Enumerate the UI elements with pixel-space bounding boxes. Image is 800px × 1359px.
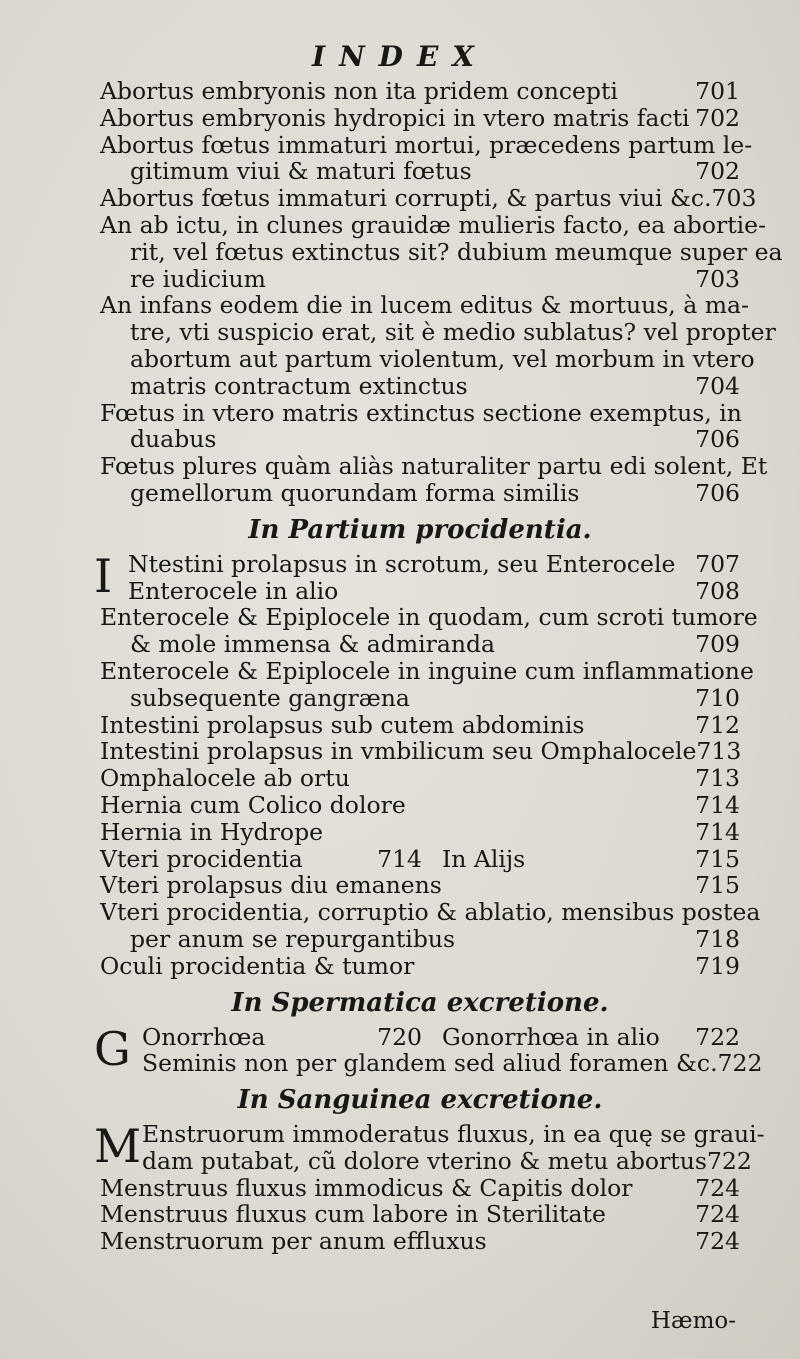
entry-page: 722 xyxy=(706,1146,752,1175)
entry-text: Abortus embryonis non ita pridem concepti xyxy=(100,77,618,105)
entry-text: Menstruus fluxus immodicus & Capitis dolor xyxy=(100,1173,633,1202)
entry-text: Enterocele in alio xyxy=(128,576,339,605)
entry-text: Oculi procidentia & tumor xyxy=(100,951,415,980)
entry-text: Enterocele & Epiplocele in quodam, cum scroti tumore xyxy=(100,603,758,632)
index-entry xyxy=(100,953,740,980)
entry-page: 707 xyxy=(695,549,740,578)
entry-page: 701 xyxy=(695,77,740,105)
index-entry xyxy=(100,130,753,159)
entry-text: Menstruus fluxus cum labore in Sterilitate xyxy=(100,1200,606,1229)
entry-text: re iudicium xyxy=(130,264,266,293)
index-entries xyxy=(94,77,783,1256)
entry-text: subsequente gangræna xyxy=(130,683,410,712)
entry-text: duabus xyxy=(130,425,217,454)
index-entry xyxy=(100,872,740,899)
entry-text: Abortus fœtus immaturi mortui, præcedens partum le- xyxy=(100,130,753,159)
index-entry xyxy=(100,1201,740,1228)
index-entry xyxy=(100,898,761,927)
entry-text: Menstruorum per anum effluxus xyxy=(100,1227,487,1256)
index-entry xyxy=(100,480,740,507)
index-entry xyxy=(100,426,740,453)
entry-text-secondary: Gonorrhœa in alio xyxy=(442,1022,660,1051)
section-heading: In Sanguinea excretione. xyxy=(237,1085,603,1116)
entry-page: 708 xyxy=(695,576,740,605)
drop-initial: I xyxy=(94,548,113,603)
entry-text: Fœtus plures quàm aliàs naturaliter partu edi solent, Et xyxy=(100,452,768,481)
index-entry xyxy=(100,266,740,293)
index-entry xyxy=(100,1228,740,1255)
catchword: Hæmo- xyxy=(650,1308,736,1334)
index-entry xyxy=(100,926,740,953)
index-entry xyxy=(100,578,740,605)
entry-text: Abortus embryonis hydropici in vtero matris facti xyxy=(100,103,690,132)
entry-text: per anum se repurgantibus xyxy=(130,924,456,953)
entry-text: Hernia cum Colico dolore xyxy=(100,790,406,819)
entry-text: An infans eodem die in lucem editus & mortuus, à ma- xyxy=(100,291,749,320)
entry-text: Intestini prolapsus in vmbilicum seu Omphalocele xyxy=(100,737,697,766)
entry-text: An ab ictu, in clunes grauidæ mulieris facto, ea abortie- xyxy=(100,210,767,239)
entry-page: 713 xyxy=(695,764,740,793)
index-entry xyxy=(100,712,740,739)
index-entry xyxy=(100,291,749,320)
entry-page: 714 xyxy=(695,790,740,819)
entry-text: Seminis non per glandem sed aliud foramen &c. xyxy=(142,1049,718,1078)
index-entry xyxy=(100,1049,763,1078)
index-entry xyxy=(100,184,757,213)
index-entry xyxy=(100,78,740,105)
entry-page: 709 xyxy=(695,630,740,659)
entry-text: Ntestini prolapsus in scrotum, seu Enterocele xyxy=(128,549,676,578)
entry-page: 714 xyxy=(377,844,422,873)
index-entry xyxy=(100,631,740,658)
entry-text: gemellorum quorundam forma similis xyxy=(130,478,580,507)
entry-page-secondary: 722 xyxy=(695,1022,740,1051)
entry-text: dam putabat, cũ dolore vterino & metu abortus xyxy=(142,1146,707,1175)
index-entry xyxy=(100,685,740,712)
entry-text-secondary: In Alijs xyxy=(442,844,526,873)
index-entry xyxy=(100,738,740,765)
section-heading: In Spermatica excretione. xyxy=(231,987,609,1018)
index-entry xyxy=(100,237,783,266)
entry-page-secondary: 715 xyxy=(695,844,740,873)
index-entry xyxy=(100,819,740,846)
entry-page: 702 xyxy=(695,157,740,186)
entry-page: 719 xyxy=(695,951,740,980)
entry-page: 715 xyxy=(695,871,740,900)
entry-page: 702 xyxy=(695,103,740,132)
index-entry xyxy=(100,1175,740,1202)
entry-page: 706 xyxy=(695,478,740,507)
entry-page: 724 xyxy=(695,1227,740,1256)
entry-text: & mole immensa & admiranda xyxy=(130,630,496,659)
entry-text: tre, vti suspicio erat, sit è medio sublatus? vel propter xyxy=(130,318,776,347)
index-entry xyxy=(100,1146,752,1175)
entry-text: Fœtus in vtero matris extinctus sectione exemptus, in xyxy=(100,398,742,427)
index-entry xyxy=(100,373,740,400)
index-entry xyxy=(100,452,768,481)
entry-page: 722 xyxy=(717,1049,763,1078)
entry-text: Abortus fœtus immaturi corrupti, & partus viui &c. xyxy=(100,184,712,213)
index-entry xyxy=(100,344,755,373)
entry-page: 714 xyxy=(695,817,740,846)
entry-page: 724 xyxy=(695,1200,740,1229)
entry-text: matris contractum extinctus xyxy=(130,371,468,400)
index-entry xyxy=(100,210,767,239)
drop-initial: G xyxy=(94,1021,131,1076)
entry-text: Omphalocele ab ortu xyxy=(100,764,350,793)
index-entry xyxy=(100,158,740,185)
index-entry xyxy=(100,846,740,873)
entry-text: abortum aut partum violentum, vel morbum in vtero xyxy=(130,344,755,373)
entry-text: Vteri prolapsus diu emanens xyxy=(100,871,442,900)
section-heading: In Partium procidentia. xyxy=(248,514,592,545)
index-entry xyxy=(100,318,776,347)
entry-page: 718 xyxy=(695,924,740,953)
entry-text: Enstruorum immoderatus fluxus, in ea quę se graui- xyxy=(142,1120,765,1149)
index-entry xyxy=(100,765,740,792)
index-entry xyxy=(100,656,754,685)
entry-text: gitimum viui & maturi fœtus xyxy=(130,157,472,186)
entry-text: Vteri procidentia, corruptio & ablatio, mensibus postea xyxy=(100,898,761,927)
entry-page: 724 xyxy=(695,1173,740,1202)
entry-page: 710 xyxy=(695,683,740,712)
entry-page: 720 xyxy=(377,1022,422,1051)
entry-page: 703 xyxy=(695,264,740,293)
entry-page: 713 xyxy=(696,737,742,766)
entry-text: Onorrhœa xyxy=(142,1022,266,1051)
entry-text: rit, vel fœtus extinctus sit? dubium meumque super ea xyxy=(130,237,783,266)
entry-text: Enterocele & Epiplocele in inguine cum inflammatione xyxy=(100,656,754,685)
entry-page: 712 xyxy=(695,710,740,739)
page-title: INDEX xyxy=(311,40,489,73)
entry-text: Intestini prolapsus sub cutem abdominis xyxy=(100,710,585,739)
entry-page: 706 xyxy=(695,425,740,454)
entry-page: 704 xyxy=(695,371,740,400)
drop-initial: M xyxy=(94,1119,142,1174)
index-entry xyxy=(100,105,740,132)
entry-page: 703 xyxy=(711,184,757,213)
entry-text: Hernia in Hydrope xyxy=(100,817,324,846)
index-entry xyxy=(100,603,758,632)
index-entry xyxy=(100,400,740,427)
entry-text: Vteri procidentia xyxy=(100,844,303,873)
index-entry xyxy=(100,792,740,819)
